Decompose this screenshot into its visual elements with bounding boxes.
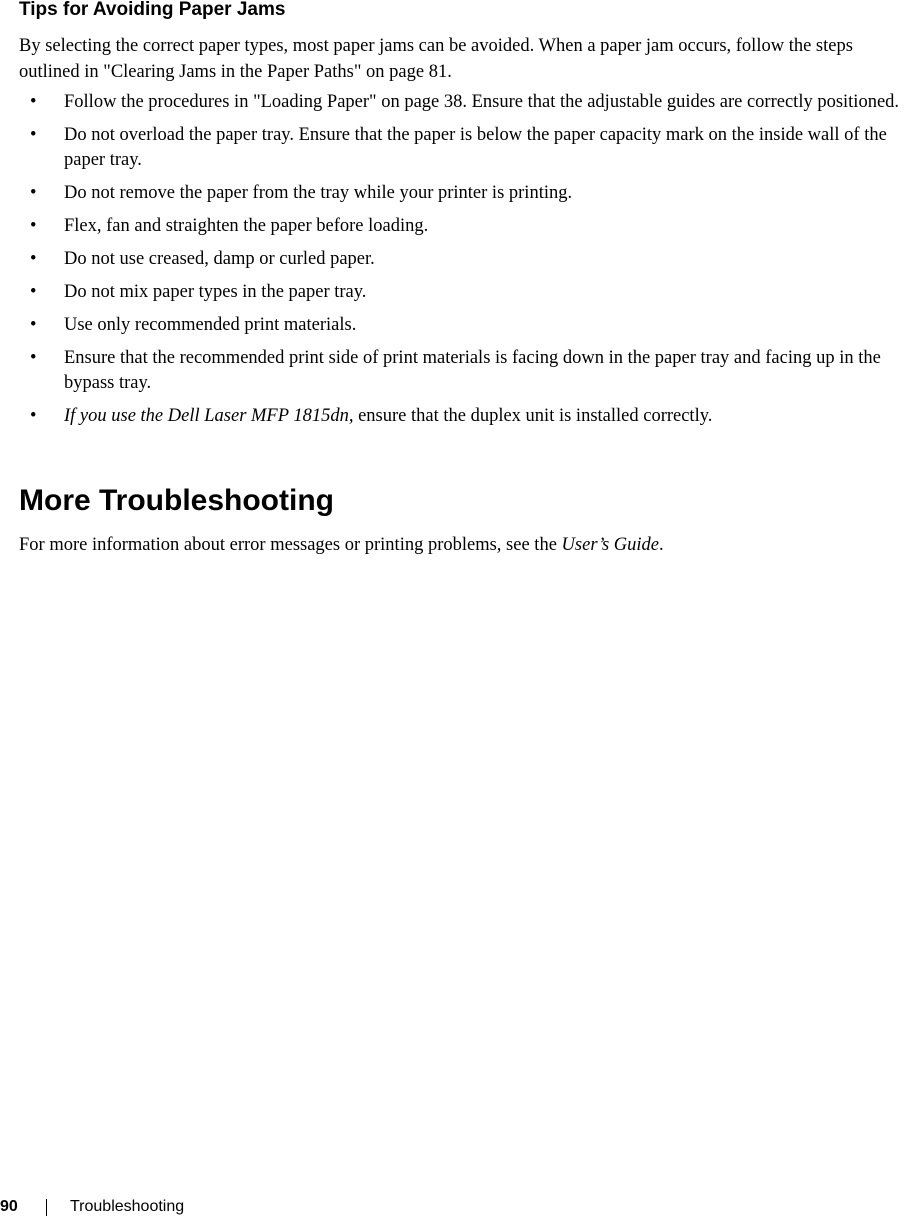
bullet-icon: • [30, 125, 37, 145]
list-item-text: Do not mix paper types in the paper tray. [64, 282, 367, 302]
list-item [0, 280, 913, 305]
list-item-text: ensure that the duplex unit is installed correctly. [353, 406, 713, 426]
bullet-icon: • [30, 183, 37, 203]
list-item-text: Follow the procedures in "Loading Paper" on page 38. Ensure that the adjustable guides are correctly positioned. [64, 92, 900, 112]
list-item [0, 90, 913, 115]
more-text-lead: For more information about error messages or printing problems, see the [19, 535, 562, 555]
footer-divider [46, 1199, 47, 1216]
bullet-icon: • [30, 92, 37, 112]
more-troubleshooting-paragraph [19, 532, 664, 558]
list-item [0, 404, 913, 429]
tips-list [0, 90, 913, 437]
page-footer [0, 1196, 913, 1218]
page-number: 90 [0, 1198, 18, 1215]
list-item-text: Do not use creased, damp or curled paper. [64, 249, 375, 269]
tips-heading: Tips for Avoiding Paper Jams [19, 0, 286, 20]
list-item [0, 181, 913, 206]
list-item-text: Use only recommended print materials. [64, 315, 357, 335]
list-item-text: Do not remove the paper from the tray while your printer is printing. [64, 183, 573, 203]
bullet-icon: • [30, 315, 37, 335]
bullet-icon: • [30, 406, 37, 426]
list-item-text: Do not overload the paper tray. Ensure that the paper is below the paper capacity mark on the inside wall of the paper tray. [64, 125, 887, 170]
tips-intro-paragraph: By selecting the correct paper types, most paper jams can be avoided. When a paper jam occurs, follow the steps outlined in "Clearing Jams in the Paper Paths" on page 81. [19, 36, 853, 82]
list-item-text: Flex, fan and straighten the paper before loading. [64, 216, 429, 236]
list-item [0, 214, 913, 239]
printer-model-note: If you use the Dell Laser MFP 1815dn, [64, 406, 354, 426]
users-guide-title: User’s Guide [561, 535, 660, 555]
bullet-icon: • [30, 282, 37, 302]
list-item [0, 346, 913, 396]
bullet-icon: • [30, 348, 37, 368]
more-troubleshooting-heading: More Troubleshooting [19, 484, 334, 517]
chapter-title: Troubleshooting [70, 1198, 185, 1215]
list-item-text: Ensure that the recommended print side of print materials is facing down in the paper tray and facing up in the bypass tray. [64, 348, 881, 393]
list-item [0, 247, 913, 272]
list-item [0, 313, 913, 338]
bullet-icon: • [30, 249, 37, 269]
more-text-end: . [659, 535, 664, 555]
list-item [0, 123, 913, 173]
bullet-icon: • [30, 216, 37, 236]
